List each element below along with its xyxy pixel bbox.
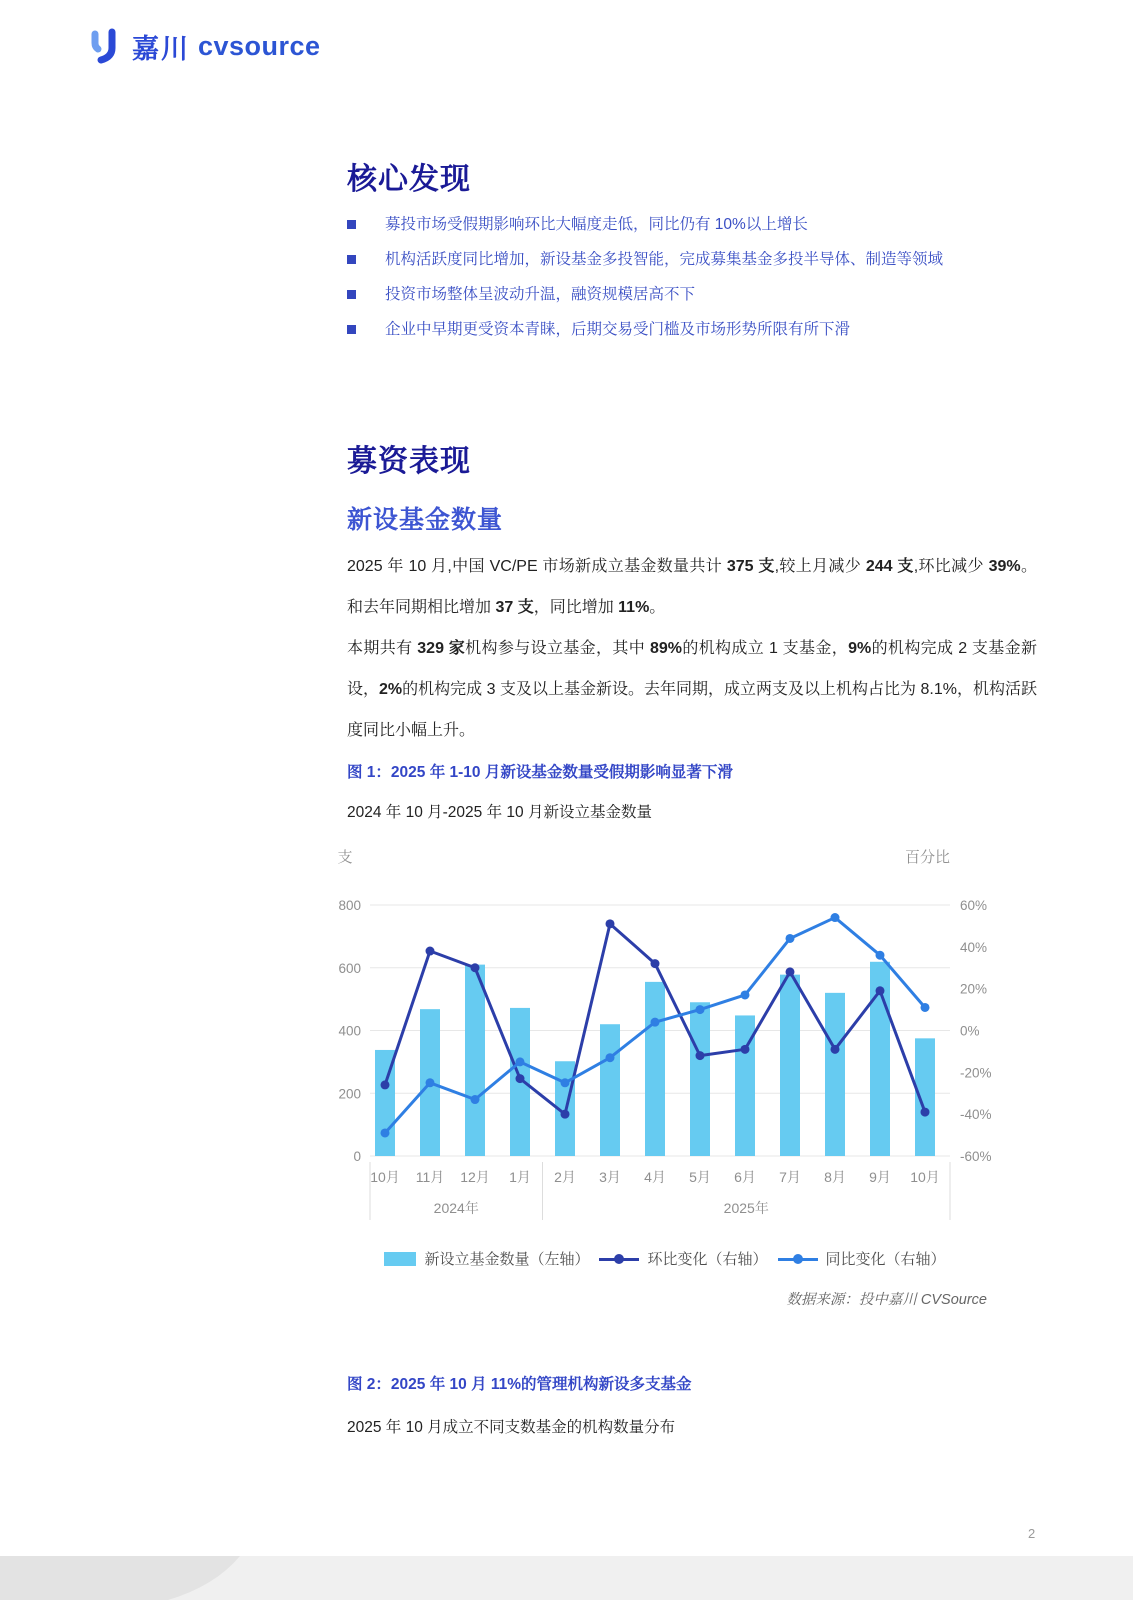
figure2-caption: 图 2：2025 年 10 月 11%的管理机构新设多支基金 — [347, 1376, 692, 1393]
paragraph-fund-count: 2025 年 10 月,中国 VC/PE 市场新成立基金数量共计 375 支,较上月减少 244 支,环比减少 39%。和去年同期相比增加 37 支，同比增加 11%。 — [347, 558, 1037, 616]
core-findings-list — [347, 214, 1037, 354]
svg-text:800: 800 — [338, 898, 361, 913]
svg-text:12月: 12月 — [460, 1169, 490, 1185]
svg-text:7月: 7月 — [779, 1169, 801, 1185]
svg-text:2月: 2月 — [554, 1169, 576, 1185]
figure1-legend — [325, 1248, 1005, 1269]
legend-label: 环比变化（右轴） — [647, 1251, 768, 1268]
svg-text:8月: 8月 — [824, 1169, 846, 1185]
svg-text:2025年: 2025年 — [723, 1200, 769, 1216]
bar-swatch-icon — [384, 1252, 416, 1266]
svg-text:支: 支 — [337, 849, 353, 866]
list-item — [347, 284, 1037, 319]
svg-text:9月: 9月 — [869, 1169, 891, 1185]
svg-text:0: 0 — [353, 1149, 361, 1164]
subsection-title-new-funds: 新设基金数量 — [347, 506, 504, 534]
list-item — [347, 319, 1037, 354]
figure1-chart-svg — [325, 842, 1005, 1242]
figure1-subtitle: 2024 年 10 月-2025 年 10 月新设立基金数量 — [347, 804, 652, 821]
svg-text:6月: 6月 — [734, 1169, 756, 1185]
legend-item-bars — [384, 1248, 589, 1269]
svg-text:-60%: -60% — [960, 1149, 992, 1164]
legend-item-mom — [599, 1248, 767, 1269]
svg-text:600: 600 — [338, 960, 361, 976]
svg-text:3月: 3月 — [599, 1169, 621, 1185]
page-number: 2 — [1028, 1526, 1036, 1541]
svg-text:40%: 40% — [960, 939, 988, 955]
line-swatch-icon — [599, 1252, 639, 1266]
svg-text:5月: 5月 — [689, 1169, 711, 1185]
svg-text:200: 200 — [338, 1086, 361, 1102]
bullet-text: 投资市场整体呈波动升温，融资规模居高不下 — [385, 286, 696, 303]
logo-icon — [84, 26, 124, 66]
legend-item-yoy — [778, 1248, 946, 1269]
svg-text:-20%: -20% — [960, 1065, 992, 1081]
svg-text:1月: 1月 — [509, 1169, 531, 1185]
legend-label: 新设立基金数量（左轴） — [424, 1251, 590, 1268]
section-title-fundraising: 募资表现 — [347, 445, 471, 478]
bullet-square-icon — [347, 290, 356, 299]
svg-text:4月: 4月 — [644, 1169, 666, 1185]
legend-label: 同比变化（右轴） — [825, 1251, 946, 1268]
brand-name-cn: 嘉川 — [132, 33, 190, 64]
bullet-text: 机构活跃度同比增加，新设基金多投智能，完成募集基金多投半导体、制造等领域 — [385, 251, 944, 268]
figure1-chart — [325, 842, 1005, 1242]
svg-text:2024年: 2024年 — [433, 1200, 479, 1216]
svg-text:百分比: 百分比 — [904, 849, 950, 866]
bullet-text: 企业中早期更受资本青睐，后期交易受门槛及市场形势所限有所下滑 — [385, 321, 851, 338]
bullet-square-icon — [347, 325, 356, 334]
figure1-caption: 图 1：2025 年 1-10 月新设基金数量受假期影响显著下滑 — [347, 764, 733, 781]
svg-text:10月: 10月 — [910, 1169, 940, 1185]
svg-text:10月: 10月 — [370, 1169, 400, 1185]
bullet-text: 募投市场受假期影响环比大幅度走低，同比仍有 10%以上增长 — [385, 216, 808, 233]
svg-text:0%: 0% — [960, 1023, 980, 1039]
line-swatch-icon — [778, 1252, 818, 1266]
footer-corner-shape — [0, 1556, 300, 1600]
svg-text:-40%: -40% — [960, 1107, 992, 1123]
footer-band — [0, 1556, 1133, 1600]
section-title-core-findings: 核心发现 — [347, 163, 471, 196]
svg-text:60%: 60% — [960, 898, 988, 913]
data-source-note: 数据来源：投中嘉川 CVSource — [786, 1292, 987, 1308]
bullet-square-icon — [347, 220, 356, 229]
brand-logo — [84, 26, 321, 66]
paragraph-institutions: 本期共有 329 家机构参与设立基金，其中 89%的机构成立 1 支基金，9%的机构完成 2 支基金新设，2%的机构完成 3 支及以上基金新设。去年同期，成立两支及以上机构占比为 8.1%，机构活跃度同比小幅上升。 — [347, 640, 1038, 739]
svg-text:11月: 11月 — [415, 1169, 445, 1185]
svg-text:400: 400 — [338, 1023, 361, 1039]
brand-name-en: cvsource — [198, 30, 321, 61]
list-item — [347, 214, 1037, 249]
figure2-subtitle: 2025 年 10 月成立不同支数基金的机构数量分布 — [347, 1419, 676, 1436]
svg-text:20%: 20% — [960, 981, 988, 997]
bullet-square-icon — [347, 255, 356, 264]
list-item — [347, 249, 1037, 284]
